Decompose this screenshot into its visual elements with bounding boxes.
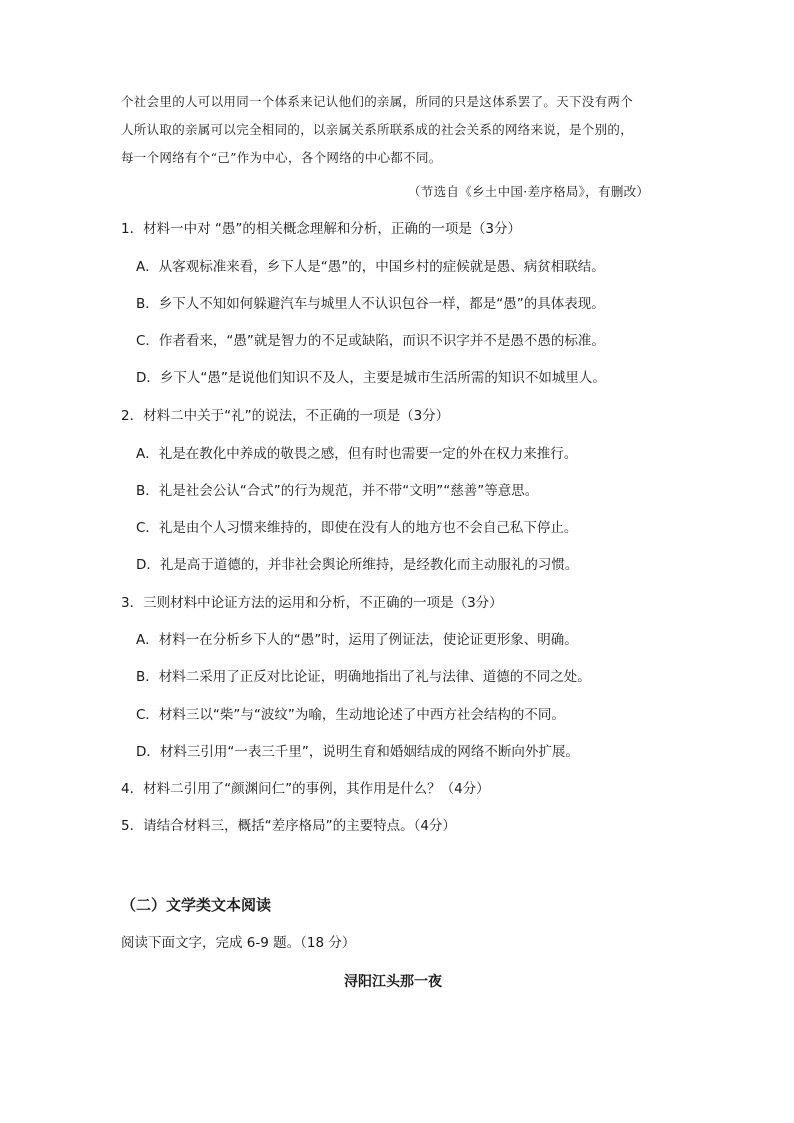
option-d: D．乡下人“愚”是说他们知识不及人，主要是城市生活所需的知识不如城里人。 bbox=[136, 370, 606, 386]
option-b: B．材料二采用了正反对比论证，明确地指出了礼与法律、道德的不同之处。 bbox=[136, 669, 591, 685]
passage-source: （节选自《乡土中国·差序格局》，有删改） bbox=[408, 184, 650, 199]
section-instruction: 阅读下面文字，完成 6-9 题。（18 分） bbox=[121, 935, 356, 951]
option-c: C．作者看来，“愚”就是智力的不足或缺陷，而识不识字并不是愚不愚的标准。 bbox=[136, 333, 605, 349]
question-stem: 4．材料二引用了“颜渊问仁”的事例，其作用是什么？（4分） bbox=[121, 781, 490, 797]
option-a: A．礼是在教化中养成的敬畏之感，但有时也需要一定的外在权力来推行。 bbox=[136, 446, 578, 462]
question-stem: 3．三则材料中论证方法的运用和分析，不正确的一项是（3分） bbox=[121, 595, 503, 611]
passage-line: 个社会里的人可以用同一个体系来记认他们的亲属，所同的只是这体系罢了。天下没有两个 bbox=[121, 94, 634, 109]
option-b: B．礼是社会公认“合式”的行为规范，并不带“文明”“慈善”等意思。 bbox=[136, 483, 539, 499]
option-a: A．材料一在分析乡下人的“愚”时，运用了例证法，使论证更形象、明确。 bbox=[136, 632, 578, 648]
question-stem: 5．请结合材料三，概括“差序格局”的主要特点。（4分） bbox=[121, 818, 456, 834]
option-c: C．礼是由个人习惯来维持的，即使在没有人的地方也不会自己私下停止。 bbox=[136, 520, 578, 536]
option-d: D．礼是高于道德的，并非社会舆论所维持，是经教化而主动服礼的习惯。 bbox=[136, 557, 579, 573]
question-stem: 1．材料一中对 “愚”的相关概念理解和分析，正确的一项是（3分） bbox=[121, 221, 521, 237]
question-stem: 2．材料二中关于“礼”的说法，不正确的一项是（3分） bbox=[121, 408, 450, 424]
passage-line: 人所认取的亲属可以完全相同的，以亲属关系所联系成的社会关系的网络来说，是个别的， bbox=[121, 122, 634, 137]
article-title: 浔阳江头那一夜 bbox=[344, 974, 442, 990]
section-heading: （二）文学类文本阅读 bbox=[121, 896, 272, 914]
option-b: B．乡下人不知如何躲避汽车与城里人不认识包谷一样，都是“愚”的具体表现。 bbox=[136, 296, 605, 312]
option-c: C．材料三以“柴”与“波纹”为喻，生动地论述了中西方社会结构的不同。 bbox=[136, 707, 565, 723]
option-d: D．材料三引用“一表三千里”，说明生育和婚姻结成的网络不断向外扩展。 bbox=[136, 744, 579, 760]
passage-line: 每一个网络有个“己”作为中心，各个网络的中心都不同。 bbox=[121, 150, 442, 165]
option-a: A．从客观标准来看，乡下人是“愚”的，中国乡村的症候就是愚、病贫相联结。 bbox=[136, 259, 605, 275]
